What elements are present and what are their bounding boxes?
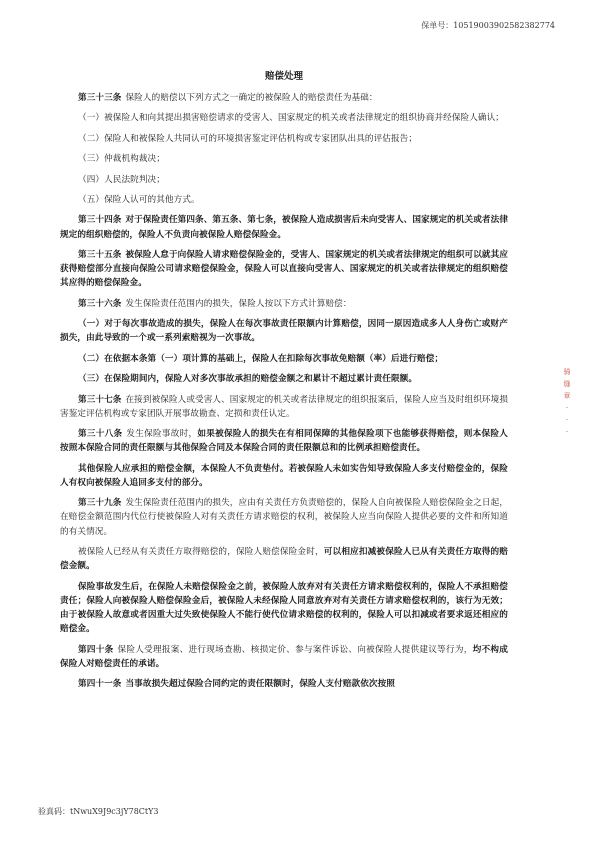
clause-text: （三）仲裁机构裁决； (78, 154, 165, 165)
seam-seal-stamp: 骑 缝 章 · · · (563, 368, 571, 436)
clause-paragraph-a37 (60, 393, 508, 421)
clause-paragraph-a41 (60, 677, 508, 691)
clause-paragraph-a36 (60, 297, 508, 311)
clause-text: 在接到被保险人或受害人、国家规定的机关或者法律规定的组织报案后，保险人应当及时组织环境损害鉴定评估机构或专家团队开展事故勘查、定损和责任认定。 (60, 394, 509, 419)
clause-emphasis: 均不构成保险人对赔偿责任的承诺。 (60, 644, 508, 669)
clause-text: 被保险人怠于向保险人请求赔偿保险金的，受害人、国家规定的机关或者法律规定的组织可以就其应获得赔偿部分直接向保险公司请求赔偿保险金，保险人可以直接向受害人、国家规定的机关或者法律规定的组织赔偿其应得的赔偿保险金。 (60, 249, 509, 289)
clause-paragraph-a33-1 (60, 111, 508, 125)
clause-text: （二）在依据本条第（一）项计算的基础上，保险人在扣除每次事故免赔额（率）后进行赔偿； (78, 353, 444, 364)
clause-paragraph-a36-1 (60, 317, 508, 345)
verification-code: 验真码：tNwuX9J9c3jY78CtY3 (38, 807, 159, 816)
clause-paragraph-a33-5 (60, 193, 508, 207)
article-number: 第四十一条 (78, 679, 122, 690)
clause-paragraph-a33 (60, 91, 508, 105)
article-number: 第三十三条 (78, 93, 122, 103)
clause-paragraph-a40 (60, 643, 508, 671)
clause-text: 发生保险责任范围内的损失，应由有关责任方负责赔偿的，保险人自向被保险人赔偿保险金之日起，在赔偿金额范围内代位行使被保险人对有关责任方请求赔偿的权利，被保险人应当向保险人提供必要的文件和所知道的有关情况。 (60, 498, 509, 537)
clause-paragraph-a33-2 (60, 132, 508, 146)
clause-text: 被保险人已经从有关责任方取得赔偿的，保险人赔偿保险金时， (78, 547, 324, 558)
clause-paragraph-a34 (60, 213, 508, 241)
clause-text: 发生保险责任范围内的损失，保险人按以下方式计算赔偿： (125, 298, 352, 309)
article-number: 第三十四条 (78, 215, 122, 226)
clause-emphasis: 如果被保险人的损失在有相同保障的其他保险项下也能够获得赔偿，则本保险人按照本保险合同的责任限额与其他保险合同及本保险合同的责任限额总和的比例承担赔偿责任。 (60, 429, 508, 454)
policy-number: 保单号：10519003902582382774 (421, 21, 555, 30)
clause-text: 当事故损失超过保险合同约定的责任限额时，保险人支付赔款依次按照 (125, 679, 395, 690)
clause-paragraph-a39 (60, 496, 508, 539)
clause-text: 对于保险责任第四条、第五条、第七条，被保险人造成损害后未向受害人、国家规定的机关或者法律规定的组织赔偿的，保险人不负责向被保险人赔偿保险金。 (60, 215, 509, 240)
article-number: 第三十七条 (78, 394, 122, 405)
clause-text: 保险事故发生后，在保险人未赔偿保险金之前，被保险人放弃对有关责任方请求赔偿权利的，保险人不承担赔偿责任；保险人向被保险人赔偿保险金后，被保险人未经保险人同意放弃对有关责任方请求赔偿权利的，该行为无效；由于被保险人故意或者因重大过失致使保险人不能行使代位请求赔偿的权利的，保险人可以扣减或者要求返还相应的赔偿金。 (60, 581, 508, 635)
article-number: 第三十六条 (78, 298, 122, 309)
clause-text: 发生保险事故时， (126, 429, 198, 440)
article-number: 第四十条 (78, 644, 114, 655)
clause-paragraph-a36-2 (60, 352, 508, 366)
clause-paragraph-a35 (60, 248, 508, 291)
clause-text: （三）在保险期间内，保险人对多次事故承担的赔偿金额之和累计不超过累计责任限额。 (78, 374, 418, 385)
clause-text: 保险人受理报案、进行现场查勘、核损定价、参与案件诉讼、向被保险人提供建议等行为， (117, 644, 473, 655)
clause-paragraph-a39-2 (60, 545, 508, 573)
clause-paragraph-a38-2 (60, 462, 508, 490)
clause-text: （一）对于每次事故造成的损失，保险人在每次事故责任限额内计算赔偿，因同一原因造成多人人身伤亡或财产损失，由此导致的一个或一系列索赔视为一次事故。 (60, 319, 508, 344)
article-number: 第三十八条 (78, 429, 123, 440)
article-number: 第三十五条 (78, 249, 122, 260)
clause-text: （四）人民法院判决； (78, 174, 165, 185)
document-body (60, 68, 508, 698)
clause-emphasis: 可以相应扣减被保险人已从有关责任方取得的赔偿金额。 (60, 547, 508, 572)
clause-text: 其他保险人应承担的赔偿金额，本保险人不负责垫付。若被保险人未如实告知导致保险人多支付赔偿金的，保险人有权向被保险人追回多支付的部分。 (60, 463, 508, 488)
clause-text: （五）保险人认可的其他方式。 (78, 194, 200, 205)
clause-paragraph-a33-3 (60, 152, 508, 166)
clause-text: （一）被保险人和向其提出损害赔偿请求的受害人、国家规定的机关或者法律规定的组织协商并经保险人确认； (78, 113, 504, 124)
article-number: 第三十九条 (78, 498, 122, 509)
section-title: 赔偿处理 (264, 71, 303, 82)
paragraph-list (60, 91, 508, 691)
clause-paragraph-a38 (60, 427, 508, 455)
clause-paragraph-a39-3 (60, 580, 508, 637)
clause-text: 保险人的赔偿以下列方式之一确定的被保险人的赔偿责任为基础： (125, 93, 378, 103)
clause-paragraph-a33-4 (60, 173, 508, 187)
clause-paragraph-a36-3 (60, 372, 508, 386)
clause-text: （二）保险人和被保险人共同认可的环境损害鉴定评估机构或专家团队出具的评估报告； (78, 133, 418, 144)
